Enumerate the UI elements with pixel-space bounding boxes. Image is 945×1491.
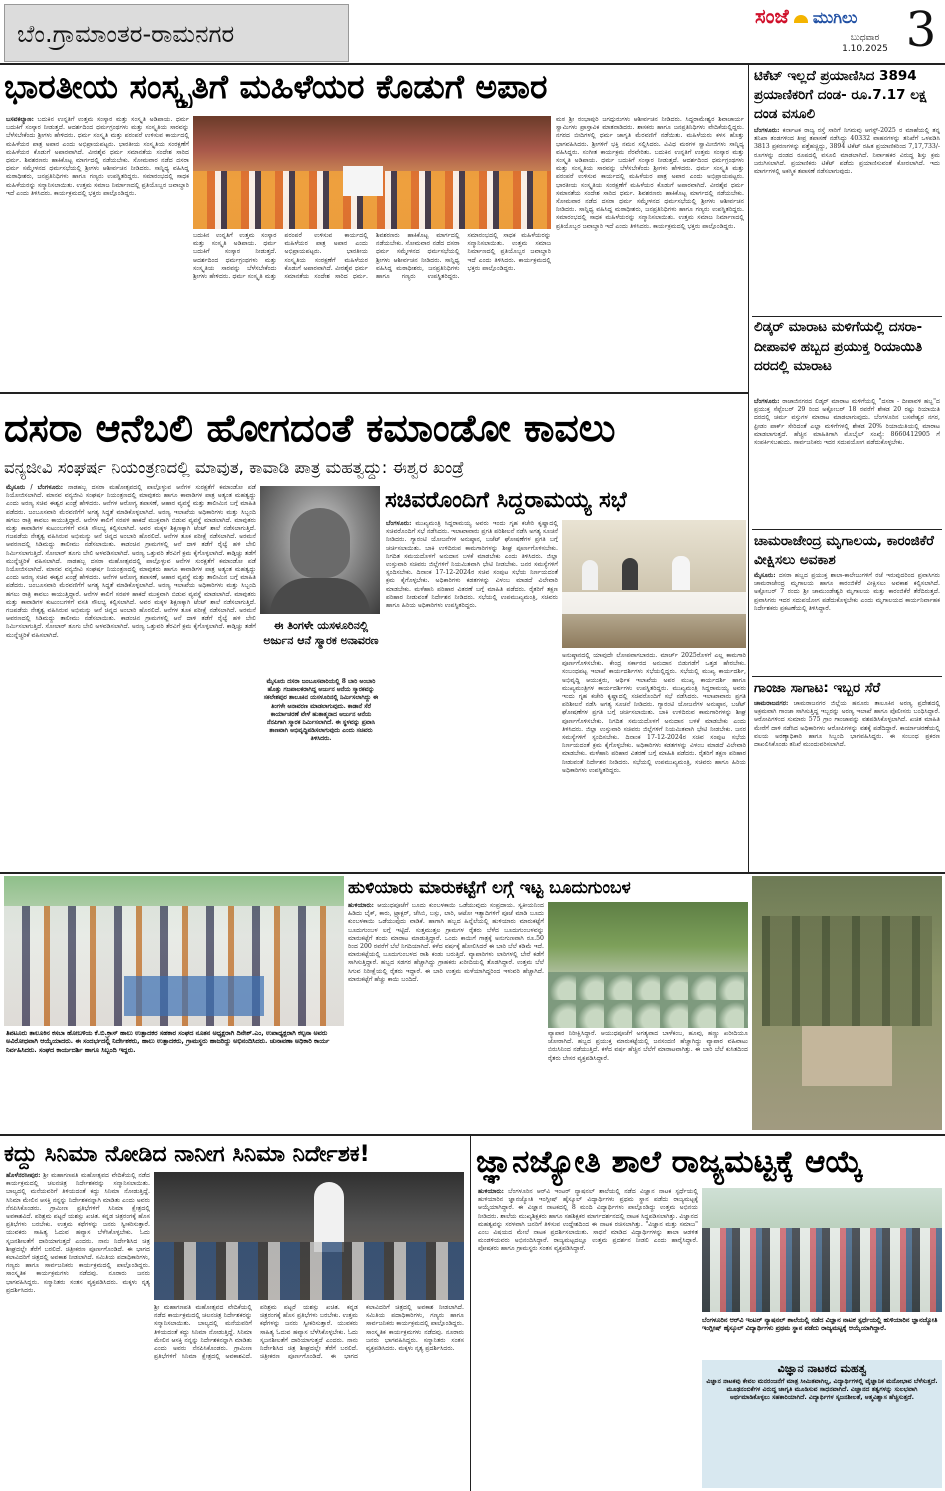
science-drama-box-text: ವಿಜ್ಞಾನ ನಾಟಕವು ಕೇವಲ ಮನರಂಜನೆಗೆ ಮಾತ್ರ ಸೀಮಿತವಾಗಿಲ್ಲ, ವಿದ್ಯಾರ್ಥಿಗಳಲ್ಲಿ ವೈಜ್ಞಾನಿಕ ಮನೋಭಾವ ಬೆಳೆಸುತ್ತದೆ. ಮೂಢನಂಬಿಕೆಗಳ ವಿರುದ್ಧ ಜಾಗೃತಿ ಮೂಡಿಸುವ ಸಾಧನವಾಗಿದೆ. ವಿಜ್ಞಾನದ ತತ್ವಗಳನ್ನು ಸುಲಭವಾಗಿ ಅರ್ಥಮಾಡಿಕೊಳ್ಳಲು ಸಹಕಾರಿಯಾಗಿದೆ. ವಿದ್ಯಾರ್ಥಿಗಳ ಸೃಜನಶೀಲತೆ, ಆತ್ಮವಿಶ್ವಾಸ ಹೆಚ್ಚಿಸುತ್ತದೆ. xyxy=(706,1378,938,1402)
story1-body xyxy=(6,116,189,388)
story5-text: ಶ್ರೀ ಮಹಾಗಣಪತಿ ಮಹೋತ್ಸವದ ವೇದಿಕೆಯಲ್ಲಿ ನಡೆದ ಕಾರ್ಯಕ್ರಮದಲ್ಲಿ ಚಲನಚಿತ್ರ ನಿರ್ದೇಶಕರನ್ನು ಸನ್ಮಾನಿಸಲಾಯಿತು. ಬಾಲ್ಯದಲ್ಲಿ ಮನೆಯವರಿಗೆ ತಿಳಿಯದಂತೆ ಕದ್ದು ಸಿನಿಮಾ ನೋಡುತ್ತಿದ್ದೆ. ಸಿನಿಮಾ ಮೇಲಿನ ಆಸಕ್ತಿ ನನ್ನನ್ನು ನಿರ್ದೇಶಕನನ್ನಾಗಿ ಮಾಡಿತು ಎಂದು ಅವರು ನೆನಪಿಸಿಕೊಂಡರು. ಗ್ರಾಮೀಣ ಪ್ರತಿಭೆಗಳಿಗೆ ಸಿನಿಮಾ ಕ್ಷೇತ್ರದಲ್ಲಿ ಅವಕಾಶವಿದೆ. ಪರಿಶ್ರಮ ಪಟ್ಟರೆ ಯಶಸ್ಸು ಖಚಿತ. ಕನ್ನಡ ಚಿತ್ರರಂಗಕ್ಕೆ ಹೊಸ ಪ್ರತಿಭೆಗಳು ಬರಬೇಕು. ಉತ್ತಮ ಕಥೆಗಳನ್ನು ಜನರು ಸ್ವೀಕರಿಸುತ್ತಾರೆ. ಯುವಕರು ಸಾಹಿತ್ಯ ಓದುವ ಹವ್ಯಾಸ ಬೆಳೆಸಿಕೊಳ್ಳಬೇಕು. ಓದು ಸೃಜನಶೀಲತೆಗೆ ದಾರಿಯಾಗುತ್ತದೆ ಎಂದರು. ನಾನು ನಿರ್ದೇಶಿಸಿದ ಚಿತ್ರ ಶೀಘ್ರದಲ್ಲೇ ತೆರೆಗೆ ಬರಲಿದೆ. ಚಿತ್ರೀಕರಣ ಪೂರ್ಣಗೊಂಡಿದೆ. ಈ ಭಾಗದ ಕಲಾವಿದರಿಗೆ ಚಿತ್ರದಲ್ಲಿ ಅವಕಾಶ ನೀಡಲಾಗಿದೆ. ಸಮಿತಿಯ ಪದಾಧಿಕಾರಿಗಳು, ಗಣ್ಯರು ಹಾಗೂ ಸಾರ್ವಜನಿಕರು ಕಾರ್ಯಕ್ರಮದಲ್ಲಿ ಪಾಲ್ಗೊಂಡಿದ್ದರು. ಸಾಂಸ್ಕೃತಿಕ ಕಾರ್ಯಕ್ರಮಗಳು ನಡೆದವು. ನೂರಾರು ಜನರು ಭಾಗವಹಿಸಿದ್ದರು. ಸನ್ಮಾನಿತರು ಸಂತಸ ವ್ಯಕ್ತಪಡಿಸಿದರು. ಮಕ್ಕಳು ನೃತ್ಯ ಪ್ರದರ್ಶಿಸಿದರು. xyxy=(6,1172,150,1294)
ganja-arrest-photo xyxy=(752,876,942,1130)
story1-right-body: ಮಠ ಶ್ರೀ ರಂಭಾಪುರಿ ಜಗದ್ಗುರುಗಳು ಆಶೀರ್ವಚನ ನೀಡಿದರು. ಸಿದ್ದರಾಮೇಶ್ವರ ಶಿವಾಚಾರ್ಯ ಸ್ವಾಮಿಗಳು ಪ್ರಾಸ್ತಾವಿಕ ಮಾತನಾಡಿದರು. ಶಾಸಕರು ಹಾಗೂ ಜನಪ್ರತಿನಿಧಿಗಳು ವೇದಿಕೆಯಲ್ಲಿದ್ದರು. ನಗರದ ಬೀದಿಗಳಲ್ಲಿ ಧರ್ಮ ಜಾಗೃತಿ ಮೆರವಣಿಗೆ ನಡೆಯಿತು. ಮಹಿಳೆಯರು ಕಳಸ ಹೊತ್ತು ಭಾಗವಹಿಸಿದರು. ಶ್ರೀಗಳಿಗೆ ಭಕ್ತಿ ನಮನ ಸಲ್ಲಿಸಿದರು. ವಿವಿಧ ಮಠಗಳ ಸ್ವಾಮೀಜಿಗಳು ಸಾನ್ನಿಧ್ಯ ವಹಿಸಿದ್ದರು. ಸಂಗೀತ ಕಾರ್ಯಕ್ರಮ ನೆರವೇರಿತು. ಬದುಕಿನ ಉನ್ನತಿಗೆ ಉತ್ತಮ ಸಂಸ್ಕಾರ ಮತ್ತು ಸಂಸ್ಕೃತಿ ಅಡಿಪಾಯ. ಧರ್ಮ ಬದುಕಿಗೆ ಸಂಸ್ಕಾರ ನೀಡುತ್ತದೆ. ಆದರ್ಶದಿಂದ ಧರ್ಮಗ್ರಂಥಗಳು ಮತ್ತು ಸಂಸ್ಕೃತಿಯ ಸಾರವನ್ನು ಬೆಳೆಸಬೇಕೆಂದು ಶ್ರೀಗಳು ಹೇಳಿದರು. ಧರ್ಮ ಸಂಸ್ಕೃತಿ ಮತ್ತು ಪರಂಪರೆ ಉಳಿಸುವ ಕಾರ್ಯದಲ್ಲಿ ಮಹಿಳೆಯರ ಪಾತ್ರ ಅಪಾರ ಎಂದು ಅಭಿಪ್ರಾಯಪಟ್ಟರು. ಭಾರತೀಯ ಸಂಸ್ಕೃತಿಯ ಸಂರಕ್ಷಣೆಗೆ ಮಹಿಳೆಯರ ಕೊಡುಗೆ ಅಪಾರವಾಗಿದೆ. ವೀರಶೈವ ಧರ್ಮ ಸಮಾನತೆಯ ಸಂದೇಶ ಸಾರಿದ ಧರ್ಮ. ಶಿವಶರಣರು ಹಾಕಿಕೊಟ್ಟ ಮಾರ್ಗದಲ್ಲಿ ನಡೆಯಬೇಕು. ಸೋಮವಾರ ನಡೆದ ದಸರಾ ಧರ್ಮ ಸಮ್ಮೇಳನದ ಧರ್ಮಸಭೆಯಲ್ಲಿ ಶ್ರೀಗಳು ಆಶೀರ್ವಚನ ನೀಡಿದರು. ಸಾನ್ನಿಧ್ಯ ವಹಿಸಿದ್ದ ಮಠಾಧೀಶರು, ಜನಪ್ರತಿನಿಧಿಗಳು ಹಾಗೂ ಗಣ್ಯರು ಉಪಸ್ಥಿತರಿದ್ದರು. ಸಮಾರಂಭದಲ್ಲಿ ಸಾಧಕ ಮಹಿಳೆಯರನ್ನು ಸನ್ಮಾನಿಸಲಾಯಿತು. ಉತ್ತಮ ಸಮಾಜ ನಿರ್ಮಾಣದಲ್ಲಿ ಪ್ರತಿಯೊಬ್ಬರ ಜವಾಬ್ದಾರಿ ಇದೆ ಎಂದು ತಿಳಿಸಿದರು. ಕಾರ್ಯಕ್ರಮದಲ್ಲಿ ಭಕ್ತರು ಪಾಲ್ಗೊಂಡಿದ್ದರು. xyxy=(556,116,744,230)
story3-body-continued: ಅನುಷ್ಠಾನದಲ್ಲಿ ಯಾವುದೇ ಲೋಪವಾಗಬಾರದು. ಮಾರ್ಚ್ 2025ರೊಳಗೆ ಎಲ್ಲ ಕಾಮಗಾರಿ ಪೂರ್ಣಗೊಳಿಸಬೇಕು. ಕೇಂದ್ರ ಸರ್ಕಾರದ ಅನುದಾನ ಬಿಡುಗಡೆಗೆ ಒತ್ತಡ ಹೇರಬೇಕು. ಸಂಬಂಧಪಟ್ಟ ಇಲಾಖೆ ಕಾರ್ಯದರ್ಶಿಗಳು ಸಭೆಯಲ್ಲಿದ್ದರು. ಸಭೆಯಲ್ಲಿ ಮುಖ್ಯ ಕಾರ್ಯದರ್ಶಿ, ಅಭಿವೃದ್ಧಿ ಆಯುಕ್ತರು, ಆರ್ಥಿಕ ಇಲಾಖೆಯ ಅಪರ ಮುಖ್ಯ ಕಾರ್ಯದರ್ಶಿ ಹಾಗೂ ಮುಖ್ಯಮಂತ್ರಿಗಳ ಕಾರ್ಯದರ್ಶಿಗಳು ಉಪಸ್ಥಿತರಿದ್ದರು. ಮುಖ್ಯಮಂತ್ರಿ ಸಿದ್ದರಾಮಯ್ಯ ಅವರು ಇಂದು ಗೃಹ ಕಚೇರಿ ಕೃಷ್ಣಾದಲ್ಲಿ ಸಚಿವರೊಂದಿಗೆ ಸಭೆ ನಡೆಸಿದರು. ಇಲಾಖಾವಾರು ಪ್ರಗತಿ ಪರಿಶೀಲನೆ ನಡೆಸಿ ಅಗತ್ಯ ಸೂಚನೆ ನೀಡಿದರು. ಗ್ಯಾರಂಟಿ ಯೋಜನೆಗಳ ಅನುಷ್ಠಾನ, ಬಜೆಟ್ ಘೋಷಣೆಗಳ ಪ್ರಗತಿ ಬಗ್ಗೆ ಚರ್ಚಿಸಲಾಯಿತು. ಬಾಕಿ ಉಳಿದಿರುವ ಕಾಮಗಾರಿಗಳನ್ನು ಶೀಘ್ರ ಪೂರ್ಣಗೊಳಿಸಬೇಕು. ನಿಗದಿತ ಸಮಯದೊಳಗೆ ಅನುದಾನ ಬಳಕೆ ಮಾಡಬೇಕು ಎಂದು ತಿಳಿಸಿದರು. ಜಿಲ್ಲಾ ಉಸ್ತುವಾರಿ ಸಚಿವರು ಜಿಲ್ಲೆಗಳಿಗೆ ನಿಯಮಿತವಾಗಿ ಭೇಟಿ ನೀಡಬೇಕು. ಜನರ ಸಮಸ್ಯೆಗಳಿಗೆ ಸ್ಪಂದಿಸಬೇಕು. ದಿನಾಂಕ 17-12-2024ರ ಸಚಿವ ಸಂಪುಟ ಸಭೆಯ ನಿರ್ಣಯದಂತೆ ಕ್ರಮ ಕೈಗೊಳ್ಳಬೇಕು. ಅಧಿಕಾರಿಗಳು ಕಡತಗಳನ್ನು ವಿಳಂಬ ಮಾಡದೆ ವಿಲೇವಾರಿ ಮಾಡಬೇಕು. ಮಳೆಹಾನಿ ಪರಿಹಾರ ವಿತರಣೆ ಬಗ್ಗೆ ಮಾಹಿತಿ ಪಡೆದರು. ರೈತರಿಗೆ ತಕ್ಷಣ ಪರಿಹಾರ ನೀಡುವಂತೆ ನಿರ್ದೇಶನ ನೀಡಿದರು. ಸಭೆಯಲ್ಲಿ ಉಪಮುಖ್ಯಮಂತ್ರಿ, ಸಚಿವರು ಹಾಗೂ ಹಿರಿಯ ಅಧಿಕಾರಿಗಳು ಉಪಸ್ಥಿತರಿದ್ದರು. xyxy=(562,652,746,774)
issue-date: 1.10.2025 xyxy=(842,44,888,54)
issue-day: ಬುಧವಾರ xyxy=(850,33,880,43)
story1-dateline: ಬಸವಕಲ್ಯಾಣ: xyxy=(6,116,34,123)
story4-body xyxy=(348,902,544,1130)
ash-gourd-market-photo xyxy=(548,902,748,1028)
page-number: 3 xyxy=(905,2,937,58)
sidebar-story1-text: ಕರ್ನಾಟಕ ರಾಜ್ಯ ರಸ್ತೆ ಸಾರಿಗೆ ನಿಗಮವು ಆಗಸ್ಟ್-2025 ರ ಮಾಹೆಯಲ್ಲಿ ತನ್ನ ತನಿಖಾ ತಂಡಗಳಿಂದ ತೀವ್ರ ತಪಾಸಣೆ ನಡೆಸಿದ್ದು 40332 ವಾಹನಗಳನ್ನು ತನಿಖೆಗೆ ಒಳಪಡಿಸಿ 3813 ಪ್ರಕರಣಗಳನ್ನು ಪತ್ತೆಹಚ್ಚಿದ್ದು, 3894 ಟಿಕೆಟ್ ರಹಿತ ಪ್ರಯಾಣಿಕರಿಂದ 7,17,733/-ರೂಗಳನ್ನು ದಂಡದ ರೂಪದಲ್ಲಿ ವಸೂಲಿ ಮಾಡಲಾಗಿದೆ. ನಿರ್ವಾಹಕರ ವಿರುದ್ಧ ಶಿಸ್ತು ಕ್ರಮ ಜರುಗಿಸಲಾಗಿದೆ. ಪ್ರಯಾಣಿಕರು ಟಿಕೆಟ್ ಪಡೆದು ಪ್ರಯಾಣಿಸುವಂತೆ ಕೋರಲಾಗಿದೆ. ಇದು ಮಾರ್ಗಗಳಲ್ಲಿ ಅಕಸ್ಮಿಕ ತಪಾಸಣೆ ನಡೆಸಲಾಗುವುದು. xyxy=(754,127,940,176)
sidebar-story2-text: ರಾಜಾಜಿನಗರದ ಲಿಡ್ಕರ್ ಮಾರಾಟ ಮಳಿಗೆಯಲ್ಲಿ "ದಸರಾ - ದೀಪಾವಳಿ ಹಬ್ಬ"ದ ಪ್ರಯುಕ್ತ ಸೆಪ್ಟೆಂಬರ್ 29 ರಿಂದ ಅಕ್ಟೋಬರ್ 18 ರವರೆಗೆ ಶೇಕಡ 20 ರಷ್ಟು ರಿಯಾಯಿತಿ ದರದಲ್ಲಿ ಚರ್ಮ ವಸ್ತುಗಳ ಮಾರಾಟ ಮಾಡಲಾಗುವುದು. ಬೆಂಗಳೂರಿನ ಬಸವೇಶ್ವರ ನಗರ, ಫ್ರೀಡಂ ಪಾರ್ಕ್ ಸೇರಿದಂತೆ ಎಲ್ಲಾ ಮಳಿಗೆಗಳಲ್ಲಿ ಶೇಕಡ 20% ರಿಯಾಯಿತಿಯಲ್ಲಿ ಮಾರಾಟ ಮಾಡಲಾಗುತ್ತದೆ. ಹೆಚ್ಚಿನ ಮಾಹಿತಿಗಾಗಿ ಮೊಬೈಲ್ ಸಂಖ್ಯೆ: 8660412905 ಗೆ ಸಂಪರ್ಕಿಸಬಹುದು. ಸಾರ್ವಜನಿಕರು ಇದರ ಸದುಪಯೋಗ ಪಡೆದುಕೊಳ್ಳಬೇಕು. xyxy=(754,398,940,447)
story6-text: ಬೆಂಗಳೂರಿನ ಆರ್‌ವಿ ಇಂಟರ್ ನ್ಯಾಷನಲ್ ಶಾಲೆಯಲ್ಲಿ ನಡೆದ ವಿಜ್ಞಾನ ನಾಟಕ ಸ್ಪರ್ಧೆಯಲ್ಲಿ ಹುಳಿಯಾರಿನ ಜ್ಞಾನಜ್ಯೋತಿ ಇಂಗ್ಲೀಷ್ ಹೈಸ್ಕೂಲ್ ವಿದ್ಯಾರ್ಥಿಗಳು ಪ್ರಥಮ ಸ್ಥಾನ ಪಡೆದು ರಾಜ್ಯಮಟ್ಟಕ್ಕೆ ಆಯ್ಕೆಯಾಗಿದ್ದಾರೆ. ಈ ವಿಜ್ಞಾನ ನಾಟಕದಲ್ಲಿ 8 ಮಂದಿ ವಿದ್ಯಾರ್ಥಿಗಳು ಪಾಲ್ಗೊಂಡಿದ್ದು ಉತ್ತಮ ಅಭಿನಯ ನೀಡಿದರು. ಶಾಲೆಯ ಮುಖ್ಯಶಿಕ್ಷಕರು ಹಾಗೂ ಸಹಶಿಕ್ಷಕರ ಮಾರ್ಗದರ್ಶನದಲ್ಲಿ ನಾಟಕ ಸಿದ್ಧಪಡಿಸಲಾಗಿತ್ತು. ವಿಜ್ಞಾನದ ಮಹತ್ವವನ್ನು ಸರಳವಾಗಿ ಜನರಿಗೆ ತಿಳಿಸುವ ಉದ್ದೇಶದಿಂದ ಈ ನಾಟಕ ರಚಿಸಲಾಗಿತ್ತು. "ವಿಜ್ಞಾನ ಮತ್ತು ಸಮಾಜ" ಎಂಬ ವಿಷಯದ ಮೇಲೆ ನಾಟಕ ಪ್ರದರ್ಶಿಸಲಾಯಿತು. ಸಾಧನೆ ಮಾಡಿದ ವಿದ್ಯಾರ್ಥಿಗಳನ್ನು ಶಾಲಾ ಆಡಳಿತ ಮಂಡಳಿಯವರು ಅಭಿನಂದಿಸಿದ್ದಾರೆ. ರಾಜ್ಯಮಟ್ಟದಲ್ಲೂ ಉತ್ತಮ ಪ್ರದರ್ಶನ ನೀಡಲಿ ಎಂದು ಹಾರೈಸಿದ್ದಾರೆ. ಪೋಷಕರು ಹಾಗೂ ಗ್ರಾಮಸ್ಥರು ಸಂತಸ ವ್ಯಕ್ತಪಡಿಸಿದ್ದಾರೆ. xyxy=(478,1188,698,1253)
column-rule-right xyxy=(748,63,749,873)
sun-icon xyxy=(794,15,808,23)
anecdote-box-title: ಈ ತಿಂಗಳೇ ಯಸಳೂರಿನಲ್ಲಿ ಅರ್ಜುನ ಆನೆ ಸ್ಮಾರಕ ಅನಾವರಣ xyxy=(263,619,379,647)
story2-body: ಮೈಸೂರು / ಬೆಂಗಳೂರು: ನಾಡಹಬ್ಬ ದಸರಾ ಮಹೋತ್ಸವದಲ್ಲಿ ಪಾಲ್ಗೊಳ್ಳುವ ಆನೆಗಳ ಸುರಕ್ಷತೆಗೆ ಕಮಾಂಡೋ ಪಡೆ ನಿಯೋಜಿಸಲಾಗಿದೆ. ಮಾನವ ವನ್ಯಜೀವಿ ಸಂಘರ್ಷ ನಿಯಂತ್ರಣದಲ್ಲಿ ಮಾವುತರು ಹಾಗೂ ಕಾವಾಡಿಗಳ ಪಾತ್ರ ಅತ್ಯಂತ ಮಹತ್ವದ್ದು ಎಂದು ಅರಣ್ಯ ಸಚಿವ ಈಶ್ವರ ಖಂಡ್ರೆ ಹೇಳಿದರು. ಆನೆಗಳ ಆರೋಗ್ಯ ತಪಾಸಣೆ, ಆಹಾರ ವ್ಯವಸ್ಥೆ ಮತ್ತು ತಾಲೀಮಿನ ಬಗ್ಗೆ ಮಾಹಿತಿ ಪಡೆದರು. ಜಂಬೂಸವಾರಿ ಮೆರವಣಿಗೆಗೆ ಅಗತ್ಯ ಸಿದ್ಧತೆ ಮಾಡಿಕೊಳ್ಳಲಾಗಿದೆ. ಅರಣ್ಯ ಇಲಾಖೆಯ ಅಧಿಕಾರಿಗಳು ಮತ್ತು ಸಿಬ್ಬಂದಿ ಹಗಲು ರಾತ್ರಿ ಕಾವಲು ಕಾಯುತ್ತಿದ್ದಾರೆ. ಆನೆಗಳ ಕಾಲಿಗೆ ಸರಪಳಿ ಹಾಕದೆ ಮುಕ್ತವಾಗಿ ಬಿಡುವ ವ್ಯವಸ್ಥೆ ಮಾಡಲಾಗಿದೆ. ಮಾವುತರು ಮತ್ತು ಕಾವಾಡಿಗಳ ಕುಟುಂಬಗಳಿಗೆ ವಸತಿ ಸೌಲಭ್ಯ ಕಲ್ಪಿಸಲಾಗಿದೆ. ಅವರ ಮಕ್ಕಳ ಶಿಕ್ಷಣಕ್ಕಾಗಿ ಟೆಂಟ್ ಶಾಲೆ ನಡೆಸಲಾಗುತ್ತಿದೆ. ಗಜಪಡೆಯ ನೇತೃತ್ವ ವಹಿಸಿರುವ ಅಭಿಮನ್ಯು ಆನೆ ಚಿನ್ನದ ಅಂಬಾರಿ ಹೊರಲಿದೆ. ಆನೆಗಳ ತೂಕ ಪರೀಕ್ಷೆ ನಡೆಸಲಾಗಿದೆ. ಅರಮನೆ ಆವರಣದಲ್ಲಿ ಸಿಡಿಮದ್ದು ತಾಲೀಮು ನಡೆಸಲಾಯಿತು. ಕಾಡಂಚಿನ ಗ್ರಾಮಗಳಲ್ಲಿ ಆನೆ ದಾಳಿ ತಡೆಗೆ ರೈಲ್ವೆ ಹಳಿ ಬೇಲಿ ನಿರ್ಮಿಸಲಾಗುತ್ತಿದೆ. ಸೋಲಾರ್ ತೂಗು ಬೇಲಿ ಅಳವಡಿಸಲಾಗಿದೆ. ಅರಣ್ಯ ಒತ್ತುವರಿ ತೆರವಿಗೆ ಕ್ರಮ ಕೈಗೊಳ್ಳಲಾಗಿದೆ. ಕಾಡ್ಗಿಚ್ಚು ತಡೆಗೆ ಮುನ್ನೆಚ್ಚರಿಕೆ ವಹಿಸಲಾಗಿದೆ. ನಾಡಹಬ್ಬ ದಸರಾ ಮಹೋತ್ಸವದಲ್ಲಿ ಪಾಲ್ಗೊಳ್ಳುವ ಆನೆಗಳ ಸುರಕ್ಷತೆಗೆ ಕಮಾಂಡೋ ಪಡೆ ನಿಯೋಜಿಸಲಾಗಿದೆ. ಮಾನವ ವನ್ಯಜೀವಿ ಸಂಘರ್ಷ ನಿಯಂತ್ರಣದಲ್ಲಿ ಮಾವುತರು ಹಾಗೂ ಕಾವಾಡಿಗಳ ಪಾತ್ರ ಅತ್ಯಂತ ಮಹತ್ವದ್ದು ಎಂದು ಅರಣ್ಯ ಸಚಿವ ಈಶ್ವರ ಖಂಡ್ರೆ ಹೇಳಿದರು. ಆನೆಗಳ ಆರೋಗ್ಯ ತಪಾಸಣೆ, ಆಹಾರ ವ್ಯವಸ್ಥೆ ಮತ್ತು ತಾಲೀಮಿನ ಬಗ್ಗೆ ಮಾಹಿತಿ ಪಡೆದರು. ಜಂಬೂಸವಾರಿ ಮೆರವಣಿಗೆಗೆ ಅಗತ್ಯ ಸಿದ್ಧತೆ ಮಾಡಿಕೊಳ್ಳಲಾಗಿದೆ. ಅರಣ್ಯ ಇಲಾಖೆಯ ಅಧಿಕಾರಿಗಳು ಮತ್ತು ಸಿಬ್ಬಂದಿ ಹಗಲು ರಾತ್ರಿ ಕಾವಲು ಕಾಯುತ್ತಿದ್ದಾರೆ. ಆನೆಗಳ ಕಾಲಿಗೆ ಸರಪಳಿ ಹಾಕದೆ ಮುಕ್ತವಾಗಿ ಬಿಡುವ ವ್ಯವಸ್ಥೆ ಮಾಡಲಾಗಿದೆ. ಮಾವುತರು ಮತ್ತು ಕಾವಾಡಿಗಳ ಕುಟುಂಬಗಳಿಗೆ ವಸತಿ ಸೌಲಭ್ಯ ಕಲ್ಪಿಸಲಾಗಿದೆ. ಅವರ ಮಕ್ಕಳ ಶಿಕ್ಷಣಕ್ಕಾಗಿ ಟೆಂಟ್ ಶಾಲೆ ನಡೆಸಲಾಗುತ್ತಿದೆ. ಗಜಪಡೆಯ ನೇತೃತ್ವ ವಹಿಸಿರುವ ಅಭಿಮನ್ಯು ಆನೆ ಚಿನ್ನದ ಅಂಬಾರಿ ಹೊರಲಿದೆ. ಆನೆಗಳ ತೂಕ ಪರೀಕ್ಷೆ ನಡೆಸಲಾಗಿದೆ. ಅರಮನೆ ಆವರಣದಲ್ಲಿ ಸಿಡಿಮದ್ದು ತಾಲೀಮು ನಡೆಸಲಾಯಿತು. ಕಾಡಂಚಿನ ಗ್ರಾಮಗಳಲ್ಲಿ ಆನೆ ದಾಳಿ ತಡೆಗೆ ರೈಲ್ವೆ ಹಳಿ ಬೇಲಿ ನಿರ್ಮಿಸಲಾಗುತ್ತಿದೆ. ಸೋಲಾರ್ ತೂಗು ಬೇಲಿ ಅಳವಡಿಸಲಾಗಿದೆ. ಅರಣ್ಯ ಒತ್ತುವರಿ ತೆರವಿಗೆ ಕ್ರಮ ಕೈಗೊಳ್ಳಲಾಗಿದೆ. ಕಾಡ್ಗಿಚ್ಚು ತಡೆಗೆ ಮುನ್ನೆಚ್ಚರಿಕೆ ವಹಿಸಲಾಗಿದೆ. xyxy=(6,484,256,639)
sidebar-rule-1 xyxy=(752,316,942,317)
sidebar-story3-headline: ಚಾಮರಾಜೇಂದ್ರ ಮೃಗಾಲಯ, ಕಾರಂಜಿಕೆರೆ ವೀಕ್ಷಿಸಲು ಅವಕಾಶ xyxy=(754,533,934,568)
story4-text: ಆಯುಧಪೂಜೆಗೆ ಬೂದು ಕುಂಬಳಕಾಯಿ ಒಡೆಯುವುದು ಸಂಪ್ರದಾಯ. ಸ್ವಕೀಯನಿಂದ ಹಿಡಿದು ಬೈಕ್, ಕಾರು, ಟ್ರ್ಯಾಕ್ಟರ್, ಜೆಸಿಬಿ, ಬಸ್ಸು, ಲಾರಿ, ಆಟೋ ಇತ್ಯಾದಿಗಳಿಗೆ ಪೂಜೆ ಮಾಡಿ ಬೂದು ಕುಂಬಳಕಾಯಿ ಒಡೆಯುವುದು ವಾಡಿಕೆ. ಹಾಗಾಗಿ ಹಬ್ಬದ ಹಿನ್ನೆಲೆಯಲ್ಲಿ ಹುಳಿಯಾರು ಮಾರುಕಟ್ಟೆಗೆ ಬೂದುಗುಂಬಳ ಲಗ್ಗೆ ಇಟ್ಟಿದೆ. ಸುತ್ತಮುತ್ತಲ ಗ್ರಾಮಗಳ ರೈತರು ಬೆಳೆದ ಬೂದುಗುಂಬಳವನ್ನು ಮಾರುಕಟ್ಟೆಗೆ ತಂದು ಮಾರಾಟ ಮಾಡುತ್ತಿದ್ದಾರೆ. ಒಂದು ಕಾಯಿಗೆ ಗಾತ್ರಕ್ಕೆ ಅನುಗುಣವಾಗಿ ರೂ.50 ರಿಂದ 200 ರವರೆಗೆ ಬೆಲೆ ನಿಗದಿಯಾಗಿದೆ. ಕಳೆದ ವರ್ಷಕ್ಕೆ ಹೋಲಿಸಿದರೆ ಈ ಬಾರಿ ಬೆಲೆ ಕಡಿಮೆ ಇದೆ. ಮಾರುಕಟ್ಟೆಯಲ್ಲಿ ಬೂದುಗುಂಬಳದ ರಾಶಿ ಕಂಡು ಬರುತ್ತಿದೆ. ವ್ಯಾಪಾರಿಗಳು ಲಾರಿಗಳಲ್ಲಿ ಬೇರೆ ಕಡೆಗೆ ಸಾಗಿಸುತ್ತಿದ್ದಾರೆ. ಹಬ್ಬದ ಸಡಗರ ಹೆಚ್ಚಾಗಿದ್ದು ಗ್ರಾಹಕರು ಖರೀದಿಯಲ್ಲಿ ತೊಡಗಿದ್ದಾರೆ. ಉತ್ತಮ ಬೆಲೆ ಸಿಗುವ ನಿರೀಕ್ಷೆಯಲ್ಲಿ ರೈತರು ಇದ್ದಾರೆ. ಈ ಬಾರಿ ಉತ್ತಮ ಮಳೆಯಾಗಿದ್ದರಿಂದ ಇಳುವರಿ ಹೆಚ್ಚಾಗಿದೆ. ಮಾರುಕಟ್ಟೆಗೆ ಹೆಚ್ಚು ಕಾಯಿ ಬಂದಿದೆ. xyxy=(348,902,544,983)
sidebar-story4-dateline: ಚಾಮರಾಜನಗರ: xyxy=(754,700,789,707)
story2-headline: ದಸರಾ ಆನೆಬಲಿ ಹೋಗದಂತೆ ಕಮಾಂಡೋ ಕಾವಲು xyxy=(4,406,616,450)
story1-lower-body xyxy=(193,232,551,388)
section-rule-1 xyxy=(0,392,748,394)
story4-dateline: ಹುಳಿಯಾರು: xyxy=(348,902,374,909)
sidebar-story2-body xyxy=(754,398,940,526)
story6-dateline: ಹುಳಿಯಾರು: xyxy=(478,1188,504,1195)
sidebar-rule-2 xyxy=(752,529,942,530)
story3-headline: ಸಚಿವರೊಂದಿಗೆ ಸಿದ್ದರಾಮಯ್ಯ ಸಭೆ xyxy=(385,488,627,513)
sidebar-story4-body xyxy=(754,700,940,868)
film-director-event-photo xyxy=(154,1172,464,1300)
sidebar-story3-text: ದಸರಾ ಹಬ್ಬದ ಪ್ರಯುಕ್ತ ಶಾಲಾ-ಕಾಲೇಜುಗಳಿಗೆ ರಜೆ ಇರುವುದರಿಂದ ಪ್ರವಾಸಿಗರು ಚಾಮರಾಜೇಂದ್ರ ಮೃಗಾಲಯ ಹಾಗೂ ಕಾರಂಜಿಕೆರೆ ವೀಕ್ಷಿಸಲು ಅವಕಾಶ ಕಲ್ಪಿಸಲಾಗಿದೆ. ಅಕ್ಟೋಬರ್ 7 ರಂದು ಶ್ರೀ ಚಾಮುಂಡೇಶ್ವರಿ ಮೃಗಾಲಯ ಮತ್ತು ಕಾರಂಜಿಕೆರೆ ತೆರೆದಿರುತ್ತದೆ. ಪ್ರವಾಸಿಗರು ಇದರ ಸದುಪಯೋಗ ಪಡೆದುಕೊಳ್ಳಬೇಕು ಎಂದು ಮೃಗಾಲಯದ ಕಾರ್ಯನಿರ್ವಾಹಕ ನಿರ್ದೇಶಕರು ಪ್ರಕಟಣೆಯಲ್ಲಿ ತಿಳಿಸಿದ್ದಾರೆ. xyxy=(754,572,940,612)
sidebar-story4-headline: ಗಾಂಜಾ ಸಾಗಾಟ: ಇಬ್ಬರ ಸೆರೆ xyxy=(754,680,881,696)
anecdote-box xyxy=(262,618,380,848)
science-drama-box xyxy=(702,1360,942,1488)
story2-text: ನಾಡಹಬ್ಬ ದಸರಾ ಮಹೋತ್ಸವದಲ್ಲಿ ಪಾಲ್ಗೊಳ್ಳುವ ಆನೆಗಳ ಸುರಕ್ಷತೆಗೆ ಕಮಾಂಡೋ ಪಡೆ ನಿಯೋಜಿಸಲಾಗಿದೆ. ಮಾನವ ವನ್ಯಜೀವಿ ಸಂಘರ್ಷ ನಿಯಂತ್ರಣದಲ್ಲಿ ಮಾವುತರು ಹಾಗೂ ಕಾವಾಡಿಗಳ ಪಾತ್ರ ಅತ್ಯಂತ ಮಹತ್ವದ್ದು ಎಂದು ಅರಣ್ಯ ಸಚಿವ ಈಶ್ವರ ಖಂಡ್ರೆ ಹೇಳಿದರು. ಆನೆಗಳ ಆರೋಗ್ಯ ತಪಾಸಣೆ, ಆಹಾರ ವ್ಯವಸ್ಥೆ ಮತ್ತು ತಾಲೀಮಿನ ಬಗ್ಗೆ ಮಾಹಿತಿ ಪಡೆದರು. ಜಂಬೂಸವಾರಿ ಮೆರವಣಿಗೆಗೆ ಅಗತ್ಯ ಸಿದ್ಧತೆ ಮಾಡಿಕೊಳ್ಳಲಾಗಿದೆ. ಅರಣ್ಯ ಇಲಾಖೆಯ ಅಧಿಕಾರಿಗಳು ಮತ್ತು ಸಿಬ್ಬಂದಿ ಹಗಲು ರಾತ್ರಿ ಕಾವಲು ಕಾಯುತ್ತಿದ್ದಾರೆ. ಆನೆಗಳ ಕಾಲಿಗೆ ಸರಪಳಿ ಹಾಕದೆ ಮುಕ್ತವಾಗಿ ಬಿಡುವ ವ್ಯವಸ್ಥೆ ಮಾಡಲಾಗಿದೆ. ಮಾವುತರು ಮತ್ತು ಕಾವಾಡಿಗಳ ಕುಟುಂಬಗಳಿಗೆ ವಸತಿ ಸೌಲಭ್ಯ ಕಲ್ಪಿಸಲಾಗಿದೆ. ಅವರ ಮಕ್ಕಳ ಶಿಕ್ಷಣಕ್ಕಾಗಿ ಟೆಂಟ್ ಶಾಲೆ ನಡೆಸಲಾಗುತ್ತಿದೆ. ಗಜಪಡೆಯ ನೇತೃತ್ವ ವಹಿಸಿರುವ ಅಭಿಮನ್ಯು ಆನೆ ಚಿನ್ನದ ಅಂಬಾರಿ ಹೊರಲಿದೆ. ಆನೆಗಳ ತೂಕ ಪರೀಕ್ಷೆ ನಡೆಸಲಾಗಿದೆ. ಅರಮನೆ ಆವರಣದಲ್ಲಿ ಸಿಡಿಮದ್ದು ತಾಲೀಮು ನಡೆಸಲಾಯಿತು. ಕಾಡಂಚಿನ ಗ್ರಾಮಗಳಲ್ಲಿ ಆನೆ ದಾಳಿ ತಡೆಗೆ ರೈಲ್ವೆ ಹಳಿ ಬೇಲಿ ನಿರ್ಮಿಸಲಾಗುತ್ತಿದೆ. ಸೋಲಾರ್ ತೂಗು ಬೇಲಿ ಅಳವಡಿಸಲಾಗಿದೆ. ಅರಣ್ಯ ಒತ್ತುವರಿ ತೆರವಿಗೆ ಕ್ರಮ ಕೈಗೊಳ್ಳಲಾಗಿದೆ. ಕಾಡ್ಗಿಚ್ಚು ತಡೆಗೆ ಮುನ್ನೆಚ್ಚರಿಕೆ ವಹಿಸಲಾಗಿದೆ. xyxy=(6,484,256,565)
brand-logo xyxy=(755,4,905,32)
sidebar-story4-text: ಚಾಮರಾಜನಗರ ಜಿಲ್ಲೆಯ ಹನೂರು ತಾಲೂಕಿನ ಅರಣ್ಯ ಪ್ರದೇಶದಲ್ಲಿ ಅಕ್ರಮವಾಗಿ ಗಾಂಜಾ ಸಾಗಿಸುತ್ತಿದ್ದ ಇಬ್ಬರನ್ನು ಅರಣ್ಯ ಇಲಾಖೆ ಹಾಗೂ ಪೊಲೀಸರು ಬಂಧಿಸಿದ್ದಾರೆ. ಆರೋಪಿಗಳಿಂದ ಸುಮಾರು 575 ಗ್ರಾಂ ಗಾಂಜಾವನ್ನು ವಶಪಡಿಸಿಕೊಳ್ಳಲಾಗಿದೆ. ಖಚಿತ ಮಾಹಿತಿ ಮೇರೆಗೆ ದಾಳಿ ನಡೆಸಿದ ಅಧಿಕಾರಿಗಳು ಆರೋಪಿಗಳನ್ನು ವಶಕ್ಕೆ ಪಡೆದಿದ್ದಾರೆ. ಕಾರ್ಯಾಚರಣೆಯಲ್ಲಿ ವಲಯ ಅರಣ್ಯಾಧಿಕಾರಿ ಹಾಗೂ ಸಿಬ್ಬಂದಿ ಭಾಗವಹಿಸಿದ್ದರು. ಈ ಸಂಬಂಧ ಪ್ರಕರಣ ದಾಖಲಿಸಿಕೊಂಡು ತನಿಖೆ ಮುಂದುವರಿಸಲಾಗಿದೆ. xyxy=(754,700,940,749)
science-drama-students-photo xyxy=(702,1188,942,1312)
section-rule-2 xyxy=(0,872,945,874)
brand-name-b: ಮುಗಿಲು xyxy=(812,8,858,27)
story1-text: ಬದುಕಿನ ಉನ್ನತಿಗೆ ಉತ್ತಮ ಸಂಸ್ಕಾರ ಮತ್ತು ಸಂಸ್ಕೃತಿ ಅಡಿಪಾಯ. ಧರ್ಮ ಬದುಕಿಗೆ ಸಂಸ್ಕಾರ ನೀಡುತ್ತದೆ. ಆದರ್ಶದಿಂದ ಧರ್ಮಗ್ರಂಥಗಳು ಮತ್ತು ಸಂಸ್ಕೃತಿಯ ಸಾರವನ್ನು ಬೆಳೆಸಬೇಕೆಂದು ಶ್ರೀಗಳು ಹೇಳಿದರು. ಧರ್ಮ ಸಂಸ್ಕೃತಿ ಮತ್ತು ಪರಂಪರೆ ಉಳಿಸುವ ಕಾರ್ಯದಲ್ಲಿ ಮಹಿಳೆಯರ ಪಾತ್ರ ಅಪಾರ ಎಂದು ಅಭಿಪ್ರಾಯಪಟ್ಟರು. ಭಾರತೀಯ ಸಂಸ್ಕೃತಿಯ ಸಂರಕ್ಷಣೆಗೆ ಮಹಿಳೆಯರ ಕೊಡುಗೆ ಅಪಾರವಾಗಿದೆ. ವೀರಶೈವ ಧರ್ಮ ಸಮಾನತೆಯ ಸಂದೇಶ ಸಾರಿದ ಧರ್ಮ. ಶಿವಶರಣರು ಹಾಕಿಕೊಟ್ಟ ಮಾರ್ಗದಲ್ಲಿ ನಡೆಯಬೇಕು. ಸೋಮವಾರ ನಡೆದ ದಸರಾ ಧರ್ಮ ಸಮ್ಮೇಳನದ ಧರ್ಮಸಭೆಯಲ್ಲಿ ಶ್ರೀಗಳು ಆಶೀರ್ವಚನ ನೀಡಿದರು. ಸಾನ್ನಿಧ್ಯ ವಹಿಸಿದ್ದ ಮಠಾಧೀಶರು, ಜನಪ್ರತಿನಿಧಿಗಳು ಹಾಗೂ ಗಣ್ಯರು ಉಪಸ್ಥಿತರಿದ್ದರು. ಸಮಾರಂಭದಲ್ಲಿ ಸಾಧಕ ಮಹಿಳೆಯರನ್ನು ಸನ್ಮಾನಿಸಲಾಯಿತು. ಉತ್ತಮ ಸಮಾಜ ನಿರ್ಮಾಣದಲ್ಲಿ ಪ್ರತಿಯೊಬ್ಬರ ಜವಾಬ್ದಾರಿ ಇದೆ ಎಂದು ತಿಳಿಸಿದರು. ಕಾರ್ಯಕ್ರಮದಲ್ಲಿ ಭಕ್ತರು ಪಾಲ್ಗೊಂಡಿದ್ದರು. xyxy=(6,116,189,197)
story6-headline: ಜ್ಞಾನಜ್ಯೋತಿ ಶಾಲೆ ರಾಜ್ಯಮಟ್ಟಕ್ಕೆ ಆಯ್ಕೆ xyxy=(476,1144,863,1180)
story5-dateline: ಹೊಳೆನರಸೀಪುರ: xyxy=(6,1172,41,1179)
story5-body xyxy=(6,1172,150,1488)
story6-body xyxy=(478,1188,698,1488)
story5-body-continued xyxy=(154,1304,464,1488)
story1-photo xyxy=(193,116,551,229)
story5-text-continued: ಶ್ರೀ ಮಹಾಗಣಪತಿ ಮಹೋತ್ಸವದ ವೇದಿಕೆಯಲ್ಲಿ ನಡೆದ ಕಾರ್ಯಕ್ರಮದಲ್ಲಿ ಚಲನಚಿತ್ರ ನಿರ್ದೇಶಕರನ್ನು ಸನ್ಮಾನಿಸಲಾಯಿತು. ಬಾಲ್ಯದಲ್ಲಿ ಮನೆಯವರಿಗೆ ತಿಳಿಯದಂತೆ ಕದ್ದು ಸಿನಿಮಾ ನೋಡುತ್ತಿದ್ದೆ. ಸಿನಿಮಾ ಮೇಲಿನ ಆಸಕ್ತಿ ನನ್ನನ್ನು ನಿರ್ದೇಶಕನನ್ನಾಗಿ ಮಾಡಿತು ಎಂದು ಅವರು ನೆನಪಿಸಿಕೊಂಡರು. ಗ್ರಾಮೀಣ ಪ್ರತಿಭೆಗಳಿಗೆ ಸಿನಿಮಾ ಕ್ಷೇತ್ರದಲ್ಲಿ ಅವಕಾಶವಿದೆ. ಪರಿಶ್ರಮ ಪಟ್ಟರೆ ಯಶಸ್ಸು ಖಚಿತ. ಕನ್ನಡ ಚಿತ್ರರಂಗಕ್ಕೆ ಹೊಸ ಪ್ರತಿಭೆಗಳು ಬರಬೇಕು. ಉತ್ತಮ ಕಥೆಗಳನ್ನು ಜನರು ಸ್ವೀಕರಿಸುತ್ತಾರೆ. ಯುವಕರು ಸಾಹಿತ್ಯ ಓದುವ ಹವ್ಯಾಸ ಬೆಳೆಸಿಕೊಳ್ಳಬೇಕು. ಓದು ಸೃಜನಶೀಲತೆಗೆ ದಾರಿಯಾಗುತ್ತದೆ ಎಂದರು. ನಾನು ನಿರ್ದೇಶಿಸಿದ ಚಿತ್ರ ಶೀಘ್ರದಲ್ಲೇ ತೆರೆಗೆ ಬರಲಿದೆ. ಚಿತ್ರೀಕರಣ ಪೂರ್ಣಗೊಂಡಿದೆ. ಈ ಭಾಗದ ಕಲಾವಿದರಿಗೆ ಚಿತ್ರದಲ್ಲಿ ಅವಕಾಶ ನೀಡಲಾಗಿದೆ. ಸಮಿತಿಯ ಪದಾಧಿಕಾರಿಗಳು, ಗಣ್ಯರು ಹಾಗೂ ಸಾರ್ವಜನಿಕರು ಕಾರ್ಯಕ್ರಮದಲ್ಲಿ ಪಾಲ್ಗೊಂಡಿದ್ದರು. ಸಾಂಸ್ಕೃತಿಕ ಕಾರ್ಯಕ್ರಮಗಳು ನಡೆದವು. ನೂರಾರು ಜನರು ಭಾಗವಹಿಸಿದ್ದರು. ಸನ್ಮಾನಿತರು ಸಂತಸ ವ್ಯಕ್ತಪಡಿಸಿದರು. ಮಕ್ಕಳು ನೃತ್ಯ ಪ್ರದರ್ಶಿಸಿದರು. xyxy=(154,1304,464,1361)
story4-headline: ಹುಳಿಯಾರು ಮಾರುಕಟ್ಟೆಗೆ ಲಗ್ಗೆ ಇಟ್ಟ ಬೂದುಗುಂಬಳ xyxy=(348,878,631,898)
edition-label: ಬೆಂ.ಗ್ರಾಮಾಂತರ-ರಾಮನಗರ xyxy=(17,20,235,48)
sidebar-story1-dateline: ಬೆಂಗಳೂರು: xyxy=(754,127,780,134)
story5-headline: ಕದ್ದು ಸಿನಿಮಾ ನೋಡಿದ ನಾನೀಗ ಸಿನಿಮಾ ನಿರ್ದೇಶಕ! xyxy=(4,1142,370,1167)
masthead-rule xyxy=(0,63,945,65)
story1-right-text: ಮಠ ಶ್ರೀ ರಂಭಾಪುರಿ ಜಗದ್ಗುರುಗಳು ಆಶೀರ್ವಚನ ನೀಡಿದರು. ಸಿದ್ದರಾಮೇಶ್ವರ ಶಿವಾಚಾರ್ಯ ಸ್ವಾಮಿಗಳು ಪ್ರಾಸ್ತಾವಿಕ ಮಾತನಾಡಿದರು. ಶಾಸಕರು ಹಾಗೂ ಜನಪ್ರತಿನಿಧಿಗಳು ವೇದಿಕೆಯಲ್ಲಿದ್ದರು. ನಗರದ ಬೀದಿಗಳಲ್ಲಿ ಧರ್ಮ ಜಾಗೃತಿ ಮೆರವಣಿಗೆ ನಡೆಯಿತು. ಮಹಿಳೆಯರು ಕಳಸ ಹೊತ್ತು ಭಾಗವಹಿಸಿದರು. ಶ್ರೀಗಳಿಗೆ ಭಕ್ತಿ ನಮನ ಸಲ್ಲಿಸಿದರು. ವಿವಿಧ ಮಠಗಳ ಸ್ವಾಮೀಜಿಗಳು ಸಾನ್ನಿಧ್ಯ ವಹಿಸಿದ್ದರು. ಸಂಗೀತ ಕಾರ್ಯಕ್ರಮ ನೆರವೇರಿತು. xyxy=(556,116,744,156)
story3-body xyxy=(386,520,558,868)
sidebar-story1-headline: ಟಿಕೆಟ್ ಇಲ್ಲದೆ ಪ್ರಯಾಣಿಸಿದ 3894 ಪ್ರಯಾಣಿಕರಿಗೆ ದಂಡ- ರೂ.7.17 ಲಕ್ಷ ದಂಡ ವಸೂಲಿ xyxy=(754,68,927,122)
sidebar-rule-3 xyxy=(752,676,942,677)
anecdote-box-text: ಮೈಸೂರು ದಸರಾ ಜಂಬೂಸವಾರಿಯಲ್ಲಿ 8 ಬಾರಿ ಅಂಬಾರಿ ಹೊತ್ತು ಗಜಪಾಲಕರಾಗಿದ್ದ ಅರ್ಜುನ ಆನೆಯ ಸ್ಮಾರಕವನ್ನು ಸಕಲೇಶಪುರ ತಾಲೂಕಿನ ಯಸಳೂರಿನಲ್ಲಿ ನಿರ್ಮಿಸಲಾಗಿದ್ದು ಈ ತಿಂಗಳೇ ಅನಾವರಣ ಮಾಡಲಾಗುವುದು. ಕಾಡಾನೆ ಸೆರೆ ಕಾರ್ಯಾಚರಣೆ ವೇಳೆ ಹುತಾತ್ಮನಾದ ಅರ್ಜುನ ಆನೆಯ ನೆನಪಿಗಾಗಿ ಸ್ಮಾರಕ ನಿರ್ಮಿಸಲಾಗಿದೆ. ಈ ಸ್ಥಳವನ್ನು ಪ್ರವಾಸಿ ತಾಣವಾಗಿ ಅಭಿವೃದ್ಧಿಪಡಿಸಲಾಗುವುದು ಎಂದು ಸಚಿವರು ತಿಳಿಸಿದರು. xyxy=(263,678,379,743)
sidebar-story1-body xyxy=(754,127,940,313)
story4-text2: ವ್ಯಾಪಾರ ನಿರೀಕ್ಷಿಸಿದ್ದಾರೆ. ಆಯುಧಪೂಜೆಗೆ ಅಗತ್ಯವಾದ ಬಾಳೆಕಂಬ, ಹೂವು, ಹಣ್ಣು ಖರೀದಿಯೂ ಜೋರಾಗಿದೆ. ಹಬ್ಬದ ಪ್ರಯುಕ್ತ ಮಾರುಕಟ್ಟೆಯಲ್ಲಿ ಜನಸಂದಣಿ ಹೆಚ್ಚಾಗಿದ್ದು ವ್ಯಾಪಾರ ವಹಿವಾಟು ಬಿರುಸಿನಿಂದ ನಡೆಯುತ್ತಿದೆ. ಕಳೆದ ವರ್ಷ ಹೆಚ್ಚಿನ ಬೆಲೆಗೆ ಮಾರಾಟವಾಗಿತ್ತು. ಈ ಬಾರಿ ಬೆಲೆ ಕುಸಿತದಿಂದ ರೈತರು ಬೇಸರ ವ್ಯಕ್ತಪಡಿಸಿದ್ದಾರೆ. xyxy=(548,1030,748,1062)
sidebar-story2-dateline: ಬೆಂಗಳೂರು: xyxy=(754,398,780,405)
brand-name-a: ಸಂಜೆ xyxy=(755,4,789,28)
science-drama-box-title: ವಿಜ್ಞಾನ ನಾಟಕದ ಮಹತ್ವ xyxy=(777,1362,867,1375)
sidebar-story3-dateline: ಮೈಸೂರು: xyxy=(754,572,776,579)
story3-text: ಮುಖ್ಯಮಂತ್ರಿ ಸಿದ್ದರಾಮಯ್ಯ ಅವರು ಇಂದು ಗೃಹ ಕಚೇರಿ ಕೃಷ್ಣಾದಲ್ಲಿ ಸಚಿವರೊಂದಿಗೆ ಸಭೆ ನಡೆಸಿದರು. ಇಲಾಖಾವಾರು ಪ್ರಗತಿ ಪರಿಶೀಲನೆ ನಡೆಸಿ ಅಗತ್ಯ ಸೂಚನೆ ನೀಡಿದರು. ಗ್ಯಾರಂಟಿ ಯೋಜನೆಗಳ ಅನುಷ್ಠಾನ, ಬಜೆಟ್ ಘೋಷಣೆಗಳ ಪ್ರಗತಿ ಬಗ್ಗೆ ಚರ್ಚಿಸಲಾಯಿತು. ಬಾಕಿ ಉಳಿದಿರುವ ಕಾಮಗಾರಿಗಳನ್ನು ಶೀಘ್ರ ಪೂರ್ಣಗೊಳಿಸಬೇಕು. ನಿಗದಿತ ಸಮಯದೊಳಗೆ ಅನುದಾನ ಬಳಕೆ ಮಾಡಬೇಕು ಎಂದು ತಿಳಿಸಿದರು. ಜಿಲ್ಲಾ ಉಸ್ತುವಾರಿ ಸಚಿವರು ಜಿಲ್ಲೆಗಳಿಗೆ ನಿಯಮಿತವಾಗಿ ಭೇಟಿ ನೀಡಬೇಕು. ಜನರ ಸಮಸ್ಯೆಗಳಿಗೆ ಸ್ಪಂದಿಸಬೇಕು. ದಿನಾಂಕ 17-12-2024ರ ಸಚಿವ ಸಂಪುಟ ಸಭೆಯ ನಿರ್ಣಯದಂತೆ ಕ್ರಮ ಕೈಗೊಳ್ಳಬೇಕು. ಅಧಿಕಾರಿಗಳು ಕಡತಗಳನ್ನು ವಿಳಂಬ ಮಾಡದೆ ವಿಲೇವಾರಿ ಮಾಡಬೇಕು. ಮಳೆಹಾನಿ ಪರಿಹಾರ ವಿತರಣೆ ಬಗ್ಗೆ ಮಾಹಿತಿ ಪಡೆದರು. ರೈತರಿಗೆ ತಕ್ಷಣ ಪರಿಹಾರ ನೀಡುವಂತೆ ನಿರ್ದೇಶನ ನೀಡಿದರು. ಸಭೆಯಲ್ಲಿ ಉಪಮುಖ್ಯಮಂತ್ರಿ, ಸಚಿವರು ಹಾಗೂ ಹಿರಿಯ ಅಧಿಕಾರಿಗಳು ಉಪಸ್ಥಿತರಿದ್ದರು. xyxy=(386,520,558,610)
story1-lower-text: ಬದುಕಿನ ಉನ್ನತಿಗೆ ಉತ್ತಮ ಸಂಸ್ಕಾರ ಮತ್ತು ಸಂಸ್ಕೃತಿ ಅಡಿಪಾಯ. ಧರ್ಮ ಬದುಕಿಗೆ ಸಂಸ್ಕಾರ ನೀಡುತ್ತದೆ. ಆದರ್ಶದಿಂದ ಧರ್ಮಗ್ರಂಥಗಳು ಮತ್ತು ಸಂಸ್ಕೃತಿಯ ಸಾರವನ್ನು ಬೆಳೆಸಬೇಕೆಂದು ಶ್ರೀಗಳು ಹೇಳಿದರು. ಧರ್ಮ ಸಂಸ್ಕೃತಿ ಮತ್ತು ಪರಂಪರೆ ಉಳಿಸುವ ಕಾರ್ಯದಲ್ಲಿ ಮಹಿಳೆಯರ ಪಾತ್ರ ಅಪಾರ ಎಂದು ಅಭಿಪ್ರಾಯಪಟ್ಟರು. ಭಾರತೀಯ ಸಂಸ್ಕೃತಿಯ ಸಂರಕ್ಷಣೆಗೆ ಮಹಿಳೆಯರ ಕೊಡುಗೆ ಅಪಾರವಾಗಿದೆ. ವೀರಶೈವ ಧರ್ಮ ಸಮಾನತೆಯ ಸಂದೇಶ ಸಾರಿದ ಧರ್ಮ. ಶಿವಶರಣರು ಹಾಕಿಕೊಟ್ಟ ಮಾರ್ಗದಲ್ಲಿ ನಡೆಯಬೇಕು. ಸೋಮವಾರ ನಡೆದ ದಸರಾ ಧರ್ಮ ಸಮ್ಮೇಳನದ ಧರ್ಮಸಭೆಯಲ್ಲಿ ಶ್ರೀಗಳು ಆಶೀರ್ವಚನ ನೀಡಿದರು. ಸಾನ್ನಿಧ್ಯ ವಹಿಸಿದ್ದ ಮಠಾಧೀಶರು, ಜನಪ್ರತಿನಿಧಿಗಳು ಹಾಗೂ ಗಣ್ಯರು ಉಪಸ್ಥಿತರಿದ್ದರು. ಸಮಾರಂಭದಲ್ಲಿ ಸಾಧಕ ಮಹಿಳೆಯರನ್ನು ಸನ್ಮಾನಿಸಲಾಯಿತು. ಉತ್ತಮ ಸಮಾಜ ನಿರ್ಮಾಣದಲ್ಲಿ ಪ್ರತಿಯೊಬ್ಬರ ಜವಾಬ್ದಾರಿ ಇದೆ ಎಂದು ತಿಳಿಸಿದರು. ಕಾರ್ಯಕ್ರಮದಲ್ಲಿ ಭಕ್ತರು ಪಾಲ್ಗೊಂಡಿದ್ದರು. xyxy=(193,232,551,281)
story3-text2: ಅನುಷ್ಠಾನದಲ್ಲಿ ಯಾವುದೇ ಲೋಪವಾಗಬಾರದು. ಮಾರ್ಚ್ 2025ರೊಳಗೆ ಎಲ್ಲ ಕಾಮಗಾರಿ ಪೂರ್ಣಗೊಳಿಸಬೇಕು. ಕೇಂದ್ರ ಸರ್ಕಾರದ ಅನುದಾನ ಬಿಡುಗಡೆಗೆ ಒತ್ತಡ ಹೇರಬೇಕು. ಸಂಬಂಧಪಟ್ಟ ಇಲಾಖೆ ಕಾರ್ಯದರ್ಶಿಗಳು ಸಭೆಯಲ್ಲಿದ್ದರು. ಸಭೆಯಲ್ಲಿ ಮುಖ್ಯ ಕಾರ್ಯದರ್ಶಿ, ಅಭಿವೃದ್ಧಿ ಆಯುಕ್ತರು, ಆರ್ಥಿಕ ಇಲಾಖೆಯ ಅಪರ ಮುಖ್ಯ ಕಾರ್ಯದರ್ಶಿ ಹಾಗೂ ಮುಖ್ಯಮಂತ್ರಿಗಳ ಕಾರ್ಯದರ್ಶಿಗಳು ಉಪಸ್ಥಿತರಿದ್ದರು. xyxy=(562,652,746,692)
dairy-society-caption: ತಿಪಟೂರು ತಾಲೂಕಿನ ಕಸಬಾ ಹೋಬಳಿಯ ಕೆ.ಬಿ.ಕ್ರಾಸ್ ಹಾಲು ಉತ್ಪಾದಕರ ಸಹಕಾರ ಸಂಘದ ನೂತನ ಅಧ್ಯಕ್ಷರಾಗಿ ದಿನೇಶ್.ಎಂ, ಉಪಾಧ್ಯಕ್ಷರಾಗಿ ಕಲ್ಪನಾ ಅವರು ಅವಿರೋಧವಾಗಿ ಆಯ್ಕೆಯಾದರು. ಈ ಸಂದರ್ಭದಲ್ಲಿ ನಿರ್ದೇಶಕರು, ಹಾಲು ಉತ್ಪಾದಕರು, ಗ್ರಾಮಸ್ಥರು ಹಾಜರಿದ್ದು ಅಭಿನಂದಿಸಿದರು. ಚುನಾವಣಾ ಅಧಿಕಾರಿ ಕಾರ್ಯ ನಿರ್ವಹಿಸಿದರು. ಸಂಘದ ಕಾರ್ಯದರ್ಶಿ ಹಾಗೂ ಸಿಬ್ಬಂದಿ ಇದ್ದರು. xyxy=(6,1029,330,1054)
sidebar-story2-headline: ಲಿಡ್ಕರ್ ಮಾರಾಟ ಮಳಿಗೆಯಲ್ಲಿ ದಸರಾ-ದೀಪಾವಳಿ ಹಬ್ಬದ ಪ್ರಯುಕ್ತ ರಿಯಾಯಿತಿ ದರದಲ್ಲಿ ಮಾರಾಟ xyxy=(754,319,923,374)
sidebar-story3-body xyxy=(754,572,940,674)
column-rule-bottom xyxy=(470,1136,471,1491)
story2-subhead: ವನ್ಯಜೀವಿ ಸಂಘರ್ಷ ನಿಯಂತ್ರಣದಲ್ಲಿ ಮಾವುತ, ಕಾವಾಡಿ ಪಾತ್ರ ಮಹತ್ವದ್ದು: ಈಶ್ವರ ಖಂಡ್ರೆ xyxy=(4,458,465,477)
cabinet-meeting-photo xyxy=(562,520,746,648)
edition-label-box xyxy=(4,4,349,62)
story4-body-continued xyxy=(548,1030,748,1130)
story2-dateline: ಮೈಸೂರು / ಬೆಂಗಳೂರು: xyxy=(6,484,64,491)
story3-dateline: ಬೆಂಗಳೂರು: xyxy=(386,520,412,527)
dairy-society-photo xyxy=(4,876,344,1026)
section-rule-3 xyxy=(0,1134,945,1136)
science-drama-caption: ಬೆಂಗಳೂರಿನ ಆರ್‌ವಿ ಇಂಟರ್ ನ್ಯಾಷನಲ್ ಶಾಲೆಯಲ್ಲಿ ನಡೆದ ವಿಜ್ಞಾನ ನಾಟಕ ಸ್ಪರ್ಧೆಯಲ್ಲಿ ಹುಳಿಯಾರಿನ ಜ್ಞಾನಜ್ಯೋತಿ ಇಂಗ್ಲೀಷ್ ಹೈಸ್ಕೂಲ್ ವಿದ್ಯಾರ್ಥಿಗಳು ಪ್ರಥಮ ಸ್ಥಾನ ಪಡೆದು ರಾಜ್ಯಮಟ್ಟಕ್ಕೆ ಆಯ್ಕೆಯಾಗಿದ್ದಾರೆ. xyxy=(702,1316,938,1333)
story1-headline: ಭಾರತೀಯ ಸಂಸ್ಕೃತಿಗೆ ಮಹಿಳೆಯರ ಕೊಡುಗೆ ಅಪಾರ xyxy=(4,67,548,106)
minister-portrait xyxy=(260,486,380,614)
